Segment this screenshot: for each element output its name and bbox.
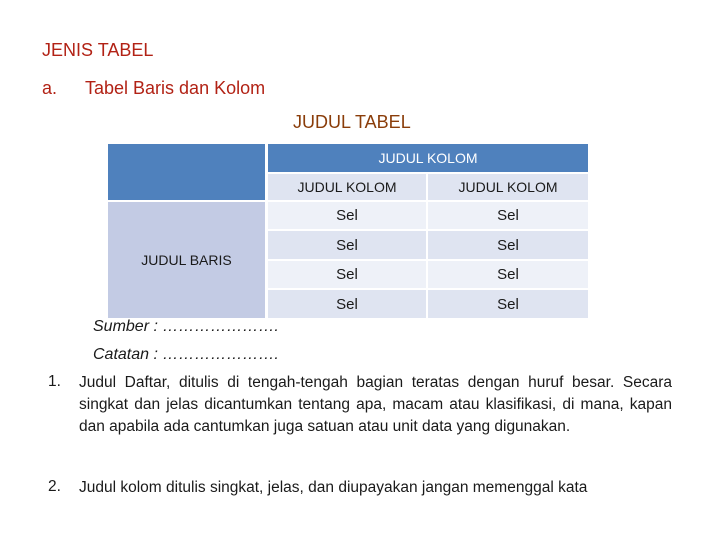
table-cell: Sel <box>428 290 588 318</box>
column-header: JUDUL KOLOM <box>428 174 588 200</box>
table-title: JUDUL TABEL <box>293 112 411 132</box>
table-cell: Sel <box>268 290 426 318</box>
column-span-header: JUDUL KOLOM <box>268 144 588 172</box>
example-table <box>108 144 588 318</box>
list-item: Judul Daftar, ditulis di tengah-tengah bagian teratas dengan huruf besar. Secara singkat dan jelas dicantumkan tentang apa, macam atau klasifikasi, di mana, kapan dan apabila ada cantumkan juga satuan atau unit data yang digunakan. <box>79 374 672 435</box>
table-cell: Sel <box>268 202 426 229</box>
list-item: Judul kolom ditulis singkat, jelas, dan diupayakan jangan memenggal kata <box>79 479 588 496</box>
table-cell: Sel <box>268 231 426 259</box>
list-number: 1. <box>48 373 61 390</box>
section-heading: JENIS TABEL <box>42 40 154 60</box>
table-cell: Sel <box>428 231 588 259</box>
column-header: JUDUL KOLOM <box>268 174 426 200</box>
table-corner-cell <box>108 144 265 200</box>
table-cell: Sel <box>428 261 588 288</box>
source-note: Sumber : …………………. <box>93 318 279 335</box>
table-cell: Sel <box>428 202 588 229</box>
list-number: 2. <box>48 478 61 495</box>
row-header: JUDUL BARIS <box>108 202 265 318</box>
table-cell: Sel <box>268 261 426 288</box>
subheading-marker: a. <box>42 78 58 98</box>
subheading-text: Tabel Baris dan Kolom <box>85 78 266 98</box>
catatan-note: Catatan : …………………. <box>93 346 279 363</box>
